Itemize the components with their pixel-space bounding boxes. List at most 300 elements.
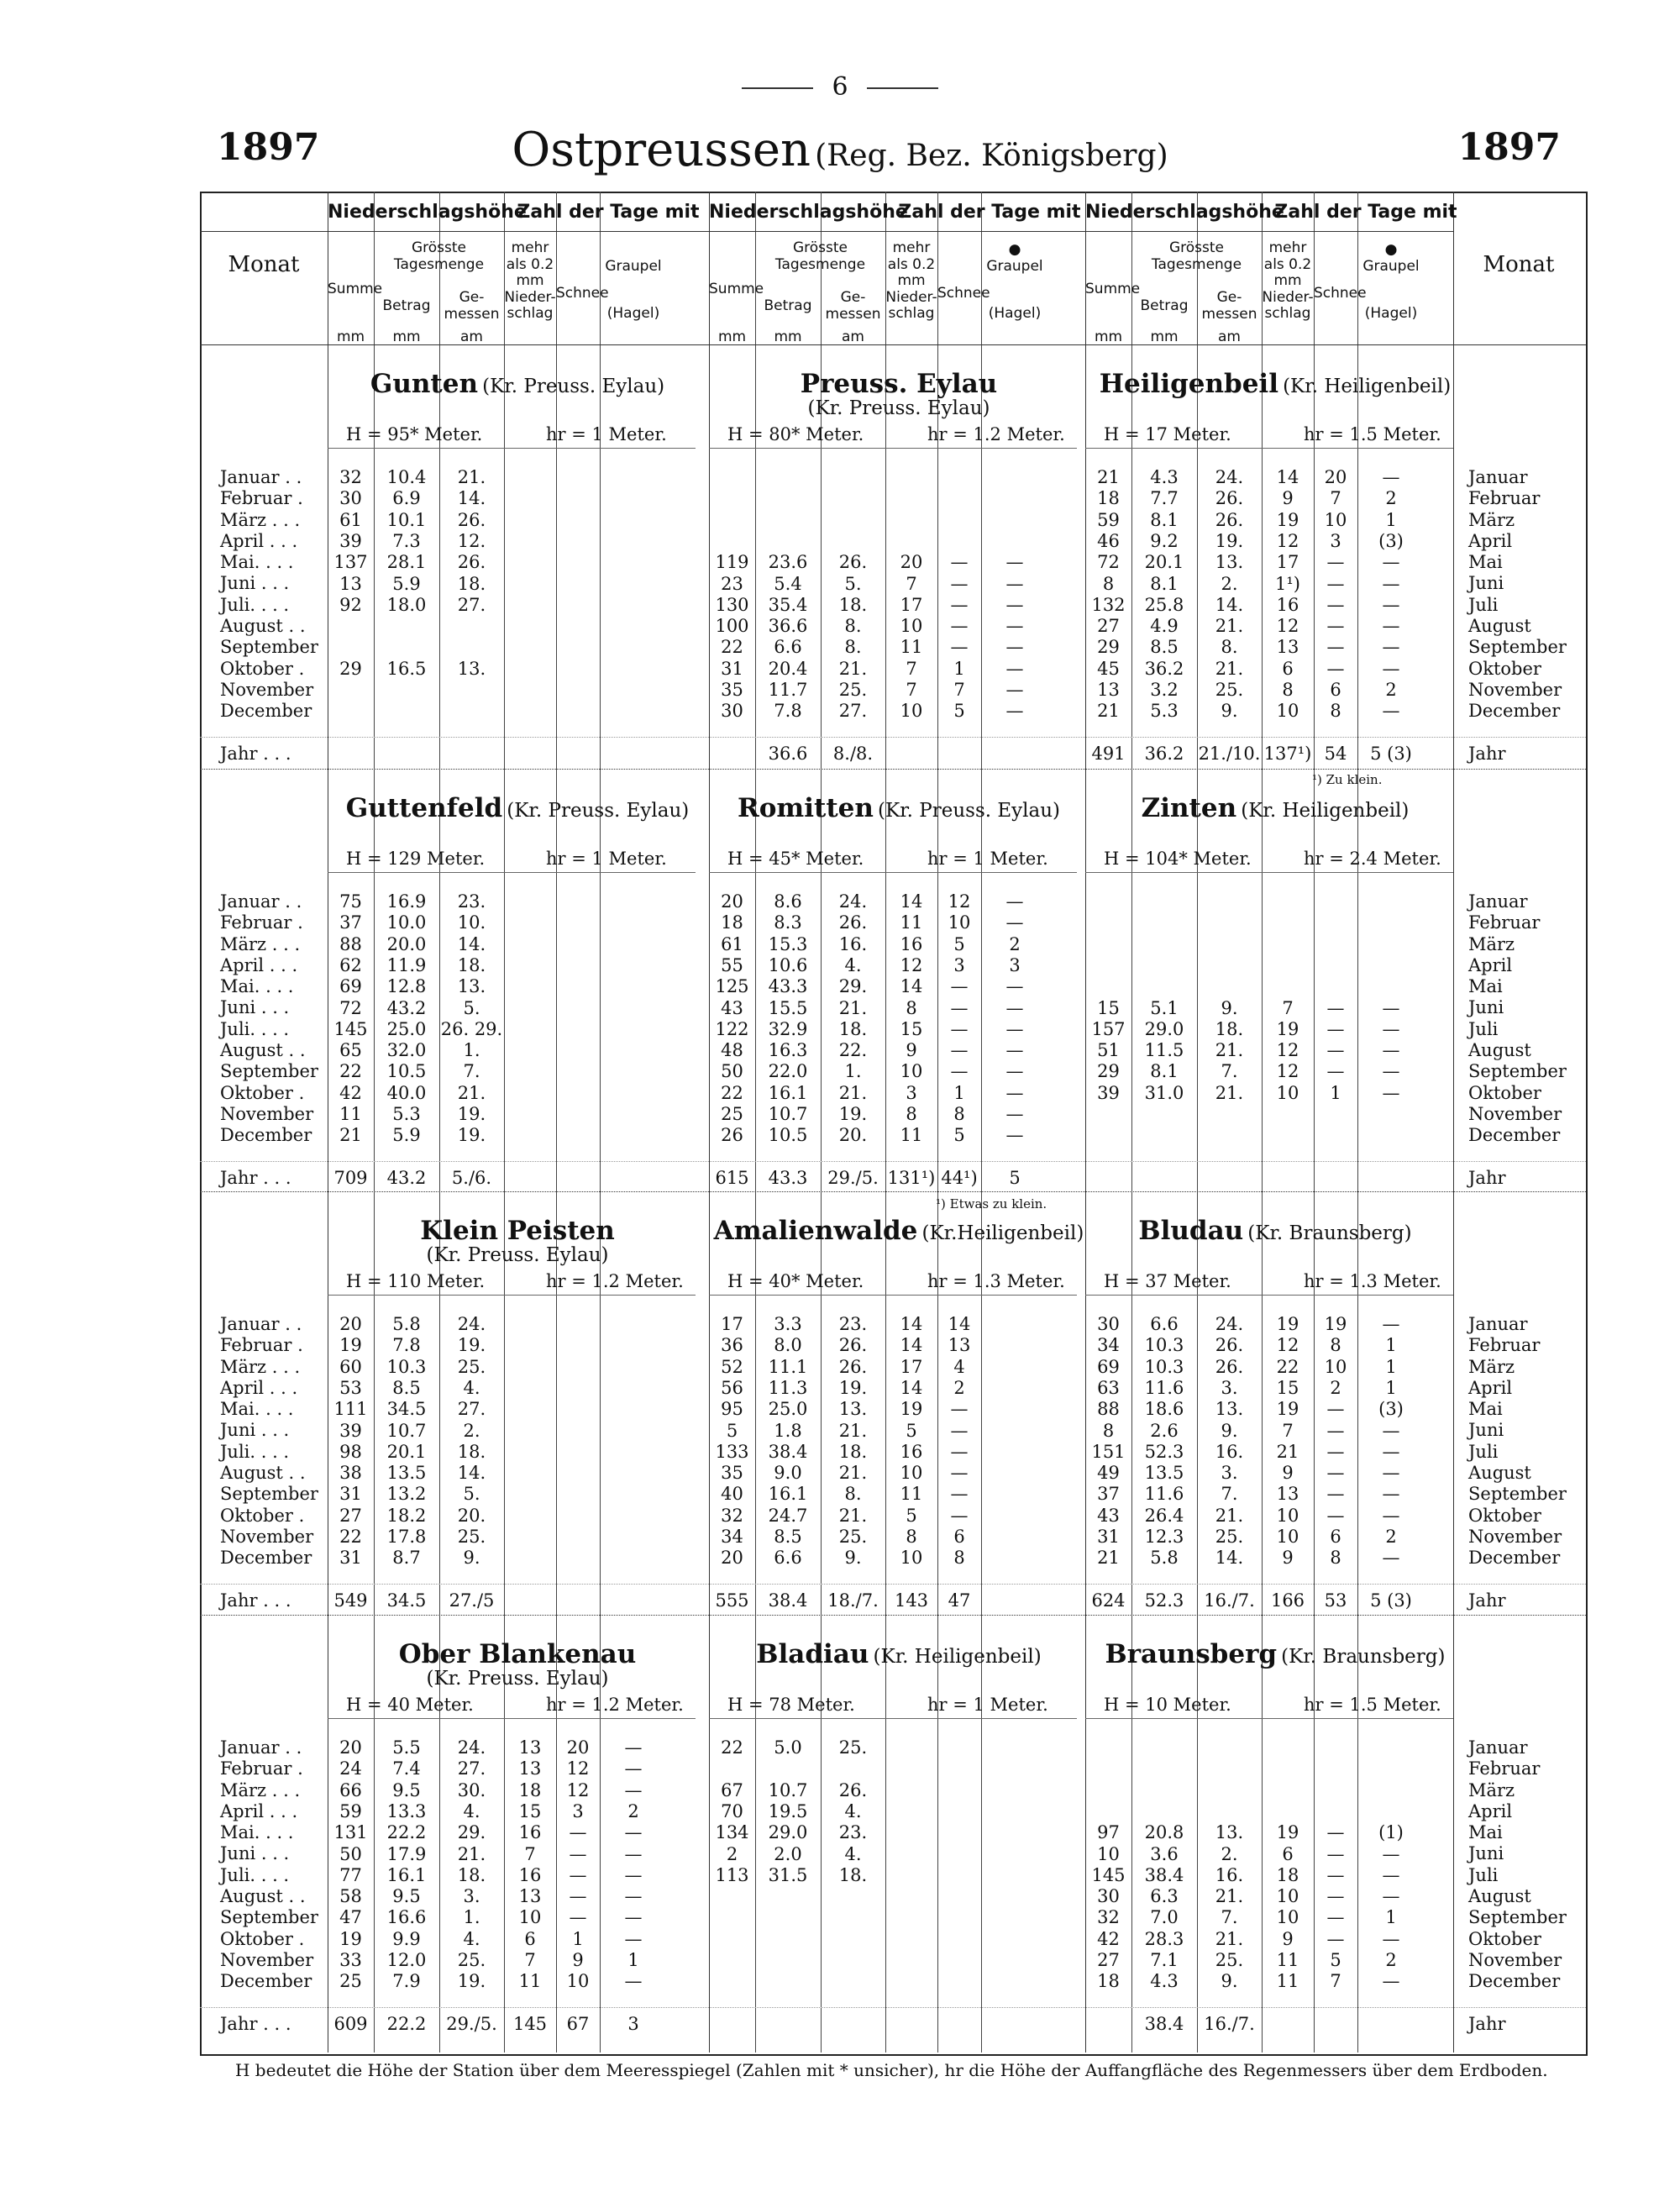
data-cell: 51: [1097, 1040, 1120, 1061]
month-label: November: [220, 1103, 314, 1124]
data-cell: 72: [339, 997, 362, 1018]
data-cell: —: [1382, 1420, 1400, 1441]
data-cell: —: [1382, 1082, 1400, 1103]
month-label: November: [220, 1526, 314, 1547]
data-cell: 20: [566, 1737, 590, 1758]
data-cell: —: [1382, 1314, 1400, 1334]
data-cell: —: [1382, 1864, 1400, 1885]
month-label: März . . .: [220, 509, 301, 530]
data-cell: 13.: [1215, 1399, 1244, 1420]
jahr-cell: 145: [512, 2014, 548, 2034]
data-cell: —: [1326, 573, 1345, 594]
data-cell: 50: [721, 1061, 743, 1082]
data-cell: 25: [721, 1104, 743, 1124]
data-cell: 32: [339, 467, 362, 487]
data-cell: 10.3: [386, 1356, 427, 1377]
month-label: Januar . .: [220, 1314, 302, 1334]
data-cell: —: [1382, 1463, 1400, 1484]
jahr-label-left: Jahr . . .: [220, 744, 291, 764]
data-cell: 5.: [463, 1484, 480, 1505]
station-kreis: (Kr. Heiligenbeil): [1241, 800, 1410, 822]
data-cell: 39: [339, 530, 362, 551]
data-cell: 69: [339, 976, 362, 997]
header-niederschlagshoehe: Niederschlagshöhe: [1085, 202, 1284, 223]
data-cell: 10.3: [1144, 1335, 1184, 1356]
month-label: Mai. . . .: [220, 1822, 294, 1843]
data-cell: 157: [1091, 1018, 1126, 1039]
station-name: Braunsberg: [1105, 1639, 1278, 1669]
data-cell: 17: [900, 594, 923, 615]
month-label: Juli: [1468, 1441, 1499, 1462]
month-label: Oktober: [1468, 1505, 1541, 1526]
data-cell: —: [1005, 594, 1024, 615]
header-gemessen: Ge-messen: [825, 289, 881, 323]
data-cell: 36.6: [768, 616, 808, 637]
data-cell: 13.3: [386, 1800, 427, 1821]
month-label: September: [220, 1061, 318, 1082]
data-cell: 21.: [838, 997, 868, 1018]
data-cell: 20: [721, 1548, 743, 1569]
data-cell: 7: [906, 680, 917, 700]
data-cell: 35: [721, 1463, 743, 1484]
data-cell: 14: [1276, 467, 1299, 487]
data-cell: 32: [1097, 1907, 1120, 1928]
station-gauge-height: hr = 1.2 Meter.: [546, 1271, 684, 1291]
data-cell: 10.7: [768, 1779, 808, 1800]
month-label: Juni . . .: [220, 573, 290, 594]
data-cell: 19.5: [768, 1800, 808, 1821]
header-betrag-unit: mm: [774, 328, 802, 345]
data-cell: 26.: [838, 1356, 868, 1377]
data-cell: 9.: [844, 1548, 862, 1569]
station-gauge-height: hr = 1.5 Meter.: [1304, 424, 1441, 444]
header-zahl-der-tage: Zahl der Tage mit: [517, 202, 700, 223]
jahr-cell: 27./5: [449, 1590, 495, 1611]
data-cell: 30: [1097, 1886, 1120, 1907]
data-cell: 15.3: [768, 933, 808, 954]
data-cell: 3: [1009, 954, 1021, 975]
data-cell: 6.6: [774, 637, 802, 658]
station-kreis: (Kr.Heiligenbeil): [921, 1222, 1084, 1244]
month-label: December: [1468, 701, 1561, 722]
data-cell: (1): [1378, 1822, 1404, 1843]
data-cell: —: [950, 997, 969, 1018]
month-label: Februar .: [220, 1335, 303, 1356]
station-name: Ober Blankenau: [398, 1639, 637, 1669]
data-cell: 8.7: [392, 1548, 421, 1569]
data-cell: 14: [900, 976, 923, 997]
jahr-cell: 36.2: [1144, 744, 1184, 764]
jahr-cell: 67: [566, 2014, 590, 2034]
data-cell: 34: [721, 1527, 743, 1547]
data-cell: 132: [1091, 594, 1126, 615]
data-cell: 25.: [1215, 680, 1244, 700]
data-cell: 8.5: [392, 1377, 421, 1398]
header-groesste: Grösste Tagesmenge: [1151, 239, 1242, 273]
data-cell: 88: [339, 933, 362, 954]
data-cell: —: [1382, 1928, 1400, 1949]
data-cell: 10: [1097, 1843, 1120, 1864]
header-graupel: Graupel: [605, 258, 662, 275]
data-cell: 27: [1097, 1950, 1120, 1970]
data-cell: 24.: [1215, 467, 1244, 487]
data-cell: 43: [1097, 1505, 1120, 1526]
data-cell: 100: [715, 616, 749, 637]
data-cell: 9.0: [774, 1463, 802, 1484]
data-cell: 2.: [463, 1420, 480, 1441]
station-height: H = 40* Meter.: [727, 1271, 864, 1291]
data-cell: 19.: [838, 1104, 868, 1124]
header-niederschlagshoehe: Niederschlagshöhe: [709, 202, 908, 223]
data-cell: 17.9: [386, 1843, 427, 1864]
data-cell: 10: [1276, 1886, 1299, 1907]
month-label: März: [1468, 509, 1515, 530]
data-cell: 21.: [1215, 1928, 1244, 1949]
station-meta-rule: [1085, 448, 1453, 449]
data-cell: 39: [1097, 1082, 1120, 1103]
data-cell: 28.3: [1144, 1928, 1184, 1949]
data-cell: 2: [1385, 680, 1397, 700]
month-label: Januar . .: [220, 891, 302, 912]
data-cell: 15.5: [768, 997, 808, 1018]
data-cell: 5.1: [1150, 997, 1179, 1018]
data-cell: —: [624, 1886, 643, 1907]
data-cell: 10.5: [768, 1125, 808, 1146]
data-cell: 18.2: [386, 1505, 427, 1526]
data-cell: 1: [1385, 1907, 1397, 1928]
data-cell: 20: [339, 1314, 362, 1334]
station-title: [328, 1640, 707, 1690]
data-cell: 145: [1091, 1864, 1126, 1885]
data-cell: —: [1382, 637, 1400, 658]
station-gauge-height: hr = 1 Meter.: [927, 849, 1048, 869]
data-cell: 10: [900, 1548, 923, 1569]
data-cell: 16.: [1215, 1441, 1244, 1462]
data-cell: 7.8: [774, 701, 802, 722]
month-label: Juli. . . .: [220, 1441, 290, 1462]
data-cell: 10.0: [386, 912, 427, 933]
month-label: August . .: [220, 1886, 306, 1907]
data-cell: 12: [1276, 1335, 1299, 1356]
jahr-rule: [200, 1584, 1586, 1585]
data-cell: 15: [1276, 1377, 1299, 1398]
data-cell: —: [1005, 552, 1024, 573]
data-cell: 27.: [838, 701, 868, 722]
data-cell: 13: [1276, 637, 1299, 658]
data-cell: 9.: [1221, 1420, 1238, 1441]
data-cell: —: [1382, 1886, 1400, 1907]
data-cell: 9.5: [392, 1779, 421, 1800]
data-cell: 88: [1097, 1399, 1120, 1420]
data-cell: 29: [339, 658, 362, 679]
data-cell: 25.: [838, 680, 868, 700]
data-cell: 5.8: [1150, 1548, 1179, 1569]
jahr-cell: 21./10.: [1198, 744, 1261, 764]
data-cell: 8.5: [1150, 637, 1179, 658]
data-cell: —: [950, 1399, 969, 1420]
data-cell: 25: [339, 1971, 362, 1992]
station-gauge-height: hr = 1.3 Meter.: [1304, 1271, 1441, 1291]
month-label: November: [1468, 679, 1562, 700]
data-cell: 5: [906, 1505, 917, 1526]
data-cell: 18.: [457, 1441, 486, 1462]
data-cell: 14.: [457, 933, 486, 954]
data-cell: —: [1005, 658, 1024, 679]
data-cell: 10: [948, 912, 971, 933]
data-cell: 9.: [1221, 701, 1238, 722]
data-cell: 26.: [1215, 1356, 1244, 1377]
data-cell: 3: [906, 1082, 917, 1103]
data-cell: —: [1382, 1505, 1400, 1526]
data-cell: 7: [953, 680, 965, 700]
data-cell: 14.: [1215, 594, 1244, 615]
data-cell: 5.8: [392, 1314, 421, 1334]
data-cell: 3.: [1221, 1463, 1238, 1484]
data-cell: 13.: [1215, 552, 1244, 573]
data-cell: 18: [1276, 1864, 1299, 1885]
data-cell: 26.: [457, 552, 486, 573]
data-cell: 19: [1276, 509, 1299, 530]
data-cell: 32.9: [768, 1018, 808, 1039]
month-label: Januar . .: [220, 1737, 302, 1758]
data-cell: 35: [721, 680, 743, 700]
data-cell: 37: [339, 912, 362, 933]
data-cell: 1.8: [774, 1420, 802, 1441]
data-cell: 19: [339, 1928, 362, 1949]
month-list-right: [1468, 891, 1567, 1147]
jahr-cell: 16./7.: [1204, 1590, 1255, 1611]
jahr-label-right: Jahr: [1468, 2014, 1506, 2034]
data-cell: 5: [726, 1420, 738, 1441]
data-cell: —: [1382, 1061, 1400, 1082]
data-cell: 5: [953, 701, 965, 722]
page-number: 6: [0, 72, 1680, 102]
data-cell: 11: [1276, 1950, 1299, 1970]
month-label: April: [1468, 954, 1513, 975]
month-label: Februar .: [220, 1758, 303, 1779]
data-cell: 7.: [1221, 1061, 1238, 1082]
header-summe: Summe: [328, 281, 383, 297]
data-cell: 63: [1097, 1377, 1120, 1398]
jahr-label-left: Jahr . . .: [220, 1168, 291, 1188]
data-cell: 2: [1385, 488, 1397, 509]
data-cell: 24.7: [768, 1505, 808, 1526]
data-cell: 27.: [457, 1399, 486, 1420]
header-hagel: (Hagel): [1364, 305, 1418, 322]
data-cell: 4.: [844, 1843, 862, 1864]
data-cell: 29.0: [1144, 1018, 1184, 1039]
header-groesste: Grösste Tagesmenge: [774, 239, 866, 273]
data-cell: 7.7: [1150, 488, 1179, 509]
month-label: Oktober: [1468, 1928, 1541, 1949]
station-name: Preuss. Eylau: [800, 369, 998, 399]
data-cell: —: [1326, 552, 1345, 573]
data-cell: 6: [1282, 658, 1294, 679]
data-cell: 22: [339, 1061, 362, 1082]
jahr-cell: 131¹): [887, 1168, 936, 1188]
data-cell: 4.: [463, 1377, 480, 1398]
data-cell: 134: [715, 1822, 749, 1843]
data-cell: 8.: [844, 637, 862, 658]
data-cell: 13: [518, 1886, 542, 1907]
station-title: [709, 1640, 1089, 1669]
station-kreis: (Kr. Preuss. Eylau): [426, 1244, 609, 1267]
data-cell: 4.3: [1150, 467, 1179, 487]
data-cell: 24.: [457, 1314, 486, 1334]
jahr-label-right: Jahr: [1468, 744, 1506, 764]
data-cell: 18: [1097, 1971, 1120, 1992]
data-cell: —: [569, 1886, 587, 1907]
data-cell: 10: [900, 616, 923, 637]
data-cell: 29: [1097, 637, 1120, 658]
data-cell: 13.: [1215, 1822, 1244, 1843]
data-cell: 35.4: [768, 594, 808, 615]
station-gauge-height: hr = 1.5 Meter.: [1304, 1695, 1441, 1715]
data-cell: —: [950, 976, 969, 997]
month-label: Oktober: [1468, 1082, 1541, 1103]
data-cell: 11: [339, 1104, 362, 1124]
data-cell: 7.4: [392, 1758, 421, 1779]
month-label: September: [1468, 1484, 1567, 1505]
station-kreis: (Kr. Heiligenbeil): [1283, 376, 1452, 397]
header-bullet: ●: [1008, 241, 1021, 258]
data-cell: —: [1382, 1843, 1400, 1864]
data-cell: 29: [1097, 1061, 1120, 1082]
data-cell: 11.1: [768, 1356, 808, 1377]
data-cell: 21.: [1215, 1082, 1244, 1103]
data-cell: 4.9: [1150, 616, 1179, 637]
data-cell: —: [950, 1420, 969, 1441]
data-cell: 4.: [463, 1800, 480, 1821]
data-cell: 12: [948, 891, 971, 912]
data-cell: 7: [524, 1843, 536, 1864]
data-cell: 11: [900, 637, 923, 658]
header-gemessen: Ge-messen: [444, 289, 500, 323]
data-cell: 65: [339, 1040, 362, 1061]
column-rule: [1453, 192, 1454, 2052]
header-schnee: Schnee: [1314, 285, 1367, 302]
jahr-cell: 52.3: [1144, 1590, 1184, 1611]
data-cell: —: [624, 1907, 643, 1928]
data-cell: 59: [1097, 509, 1120, 530]
data-cell: 42: [339, 1082, 362, 1103]
data-cell: —: [1005, 891, 1024, 912]
data-cell: 21.: [1215, 1505, 1244, 1526]
data-cell: 18.: [457, 573, 486, 594]
header-summe-unit: mm: [336, 328, 365, 345]
data-cell: 4.3: [1150, 1971, 1179, 1992]
jahr-cell: 54: [1324, 744, 1347, 764]
data-cell: 5.9: [392, 573, 421, 594]
data-cell: 2: [1330, 1377, 1341, 1398]
station-height: H = 78 Meter.: [727, 1695, 855, 1715]
station-meta-rule: [709, 1295, 1077, 1296]
data-cell: 8.5: [774, 1527, 802, 1547]
jahr-cell: 166: [1270, 1590, 1305, 1611]
station-name: Bladiau: [756, 1639, 869, 1669]
jahr-rule: [200, 2007, 1586, 2008]
data-cell: 9.9: [392, 1928, 421, 1949]
data-cell: —: [624, 1864, 643, 1885]
data-cell: 131: [333, 1822, 368, 1843]
data-cell: —: [1382, 616, 1400, 637]
header-summe: Summe: [1085, 281, 1141, 297]
data-cell: 2: [627, 1800, 639, 1821]
jahr-cell: 18./7.: [827, 1590, 879, 1611]
data-cell: 25.: [1215, 1527, 1244, 1547]
data-cell: —: [1005, 680, 1024, 700]
station-title: [328, 370, 707, 398]
data-cell: 20: [339, 1737, 362, 1758]
jahr-cell: 29./5.: [827, 1168, 879, 1188]
month-label: Juni . . .: [220, 997, 290, 1018]
data-cell: 12: [1276, 1061, 1299, 1082]
station-title: [709, 370, 1089, 419]
station-meta-rule: [1085, 872, 1453, 873]
station-name: Klein Peisten: [420, 1216, 615, 1246]
month-label: November: [1468, 1103, 1562, 1124]
jahr-cell: 5 (3): [1370, 1590, 1412, 1611]
data-cell: 25.: [457, 1950, 486, 1970]
data-cell: 9: [1282, 488, 1294, 509]
data-cell: 31: [339, 1548, 362, 1569]
data-cell: 27.: [457, 1758, 486, 1779]
data-cell: 21.: [457, 1082, 486, 1103]
data-cell: 122: [715, 1018, 749, 1039]
data-cell: 8.: [1221, 637, 1238, 658]
data-cell: 12: [1276, 1040, 1299, 1061]
data-cell: 8: [1330, 1335, 1341, 1356]
data-cell: —: [1005, 1125, 1024, 1146]
data-cell: 95: [721, 1399, 743, 1420]
data-cell: 5: [953, 933, 965, 954]
data-cell: 38: [339, 1463, 362, 1484]
data-cell: 11: [900, 912, 923, 933]
data-cell: —: [1382, 552, 1400, 573]
data-cell: 21.: [457, 467, 486, 487]
data-cell: —: [950, 594, 969, 615]
data-cell: 19: [1276, 1314, 1299, 1334]
data-cell: 31.5: [768, 1864, 808, 1885]
header-monat-left: Monat: [228, 252, 300, 277]
data-cell: 1: [627, 1950, 639, 1970]
data-cell: 5.: [463, 997, 480, 1018]
jahr-cell: 53: [1324, 1590, 1347, 1611]
data-cell: 12.3: [1144, 1527, 1184, 1547]
data-cell: 20: [1324, 467, 1347, 487]
data-cell: 19.: [1215, 530, 1244, 551]
month-label: November: [1468, 1526, 1562, 1547]
header-gemessen-am: am: [842, 328, 864, 345]
data-cell: (3): [1378, 530, 1404, 551]
station-height: H = 110 Meter.: [346, 1271, 486, 1291]
data-cell: 1: [1385, 509, 1397, 530]
data-cell: 7.: [1221, 1907, 1238, 1928]
data-cell: 6: [953, 1527, 965, 1547]
month-list-left: [220, 467, 318, 723]
data-cell: —: [1382, 1040, 1400, 1061]
data-cell: 18: [721, 912, 743, 933]
data-cell: 8.1: [1150, 509, 1179, 530]
month-list-left: [220, 1314, 318, 1569]
data-cell: —: [1005, 637, 1024, 658]
month-label: Juli: [1468, 594, 1499, 615]
data-cell: 26.: [1215, 488, 1244, 509]
data-cell: 21.: [1215, 1886, 1244, 1907]
jahr-cell: 143: [894, 1590, 929, 1611]
data-cell: 13.5: [386, 1463, 427, 1484]
data-cell: 46: [1097, 530, 1120, 551]
